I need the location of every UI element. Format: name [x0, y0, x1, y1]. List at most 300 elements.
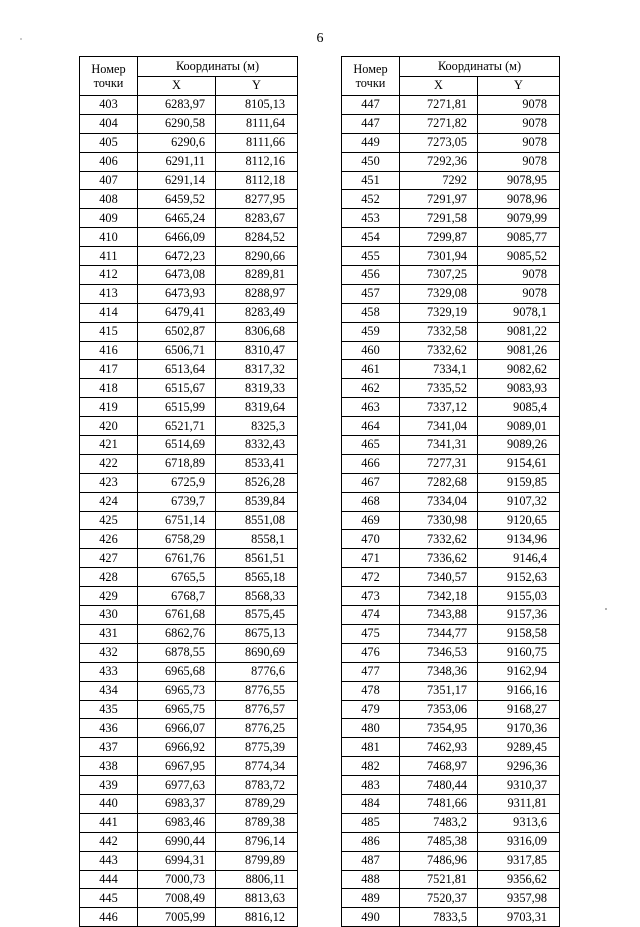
table-row: [342, 530, 560, 549]
point-number-cell: 421: [80, 436, 138, 455]
table-row: [80, 511, 298, 530]
page-number: 6: [316, 31, 324, 46]
point-number-cell: 443: [80, 851, 138, 870]
table-row: [80, 681, 298, 700]
x-coordinate-cell: 6862,76: [138, 624, 216, 643]
table-row: [342, 171, 560, 190]
y-coordinate-cell: 9157,36: [478, 606, 560, 625]
point-number-cell: 465: [342, 436, 400, 455]
y-coordinate-cell: 9079,99: [478, 209, 560, 228]
table-row: [342, 511, 560, 530]
point-number-cell: 483: [342, 776, 400, 795]
point-number-cell: 425: [80, 511, 138, 530]
table-row: [80, 114, 298, 133]
table-row: [342, 284, 560, 303]
table-row: [80, 360, 298, 379]
table-row: [342, 398, 560, 417]
point-number-cell: 456: [342, 266, 400, 285]
point-number-cell: 453: [342, 209, 400, 228]
y-coordinate-cell: 9166,16: [478, 681, 560, 700]
x-coordinate-cell: 7332,58: [400, 322, 478, 341]
table-row: [342, 96, 560, 115]
x-coordinate-cell: 7292,36: [400, 152, 478, 171]
point-number-cell: 454: [342, 228, 400, 247]
x-coordinate-cell: 6291,14: [138, 171, 216, 190]
point-number-cell: 435: [80, 700, 138, 719]
x-coordinate-cell: 6502,87: [138, 322, 216, 341]
x-coordinate-cell: 6965,68: [138, 662, 216, 681]
y-coordinate-cell: 9078: [478, 96, 560, 115]
point-number-cell: 477: [342, 662, 400, 681]
point-number-cell: 434: [80, 681, 138, 700]
x-coordinate-cell: 6473,08: [138, 266, 216, 285]
y-coordinate-cell: 8533,41: [216, 454, 298, 473]
x-coordinate-cell: 7343,88: [400, 606, 478, 625]
table-row: [80, 398, 298, 417]
y-coordinate-cell: 8775,39: [216, 738, 298, 757]
x-coordinate-cell: 6515,67: [138, 379, 216, 398]
point-number-cell: 460: [342, 341, 400, 360]
y-coordinate-cell: 9083,93: [478, 379, 560, 398]
point-number-header-line2: точки: [355, 76, 386, 90]
x-coordinate-cell: 6983,37: [138, 794, 216, 813]
point-number-cell: 423: [80, 473, 138, 492]
y-coordinate-cell: 9154,61: [478, 454, 560, 473]
table-row: [80, 417, 298, 436]
y-coordinate-cell: 8690,69: [216, 643, 298, 662]
table-row: [342, 700, 560, 719]
x-coordinate-cell: 7334,1: [400, 360, 478, 379]
x-coordinate-cell: 7462,93: [400, 738, 478, 757]
y-coordinate-cell: 9081,26: [478, 341, 560, 360]
table-row: [342, 190, 560, 209]
x-coordinate-cell: 7521,81: [400, 870, 478, 889]
y-coordinate-cell: 8558,1: [216, 530, 298, 549]
y-coordinate-cell: 9310,37: [478, 776, 560, 795]
point-number-cell: 450: [342, 152, 400, 171]
x-coordinate-cell: 7291,58: [400, 209, 478, 228]
point-number-cell: 411: [80, 247, 138, 266]
y-coordinate-cell: 8561,51: [216, 549, 298, 568]
table-row: [342, 417, 560, 436]
point-number-cell: 462: [342, 379, 400, 398]
y-coordinate-cell: 9159,85: [478, 473, 560, 492]
y-coordinate-cell: 9078,95: [478, 171, 560, 190]
y-coordinate-cell: 9289,45: [478, 738, 560, 757]
x-coordinate-cell: 6459,52: [138, 190, 216, 209]
point-number-cell: 412: [80, 266, 138, 285]
y-coordinate-cell: 9313,6: [478, 813, 560, 832]
y-coordinate-cell: 8575,45: [216, 606, 298, 625]
point-number-cell: 449: [342, 133, 400, 152]
table-row: [342, 492, 560, 511]
table-row: [80, 870, 298, 889]
point-number-cell: 407: [80, 171, 138, 190]
table-row: [342, 738, 560, 757]
x-coordinate-cell: 6761,76: [138, 549, 216, 568]
x-coordinate-cell: 7334,04: [400, 492, 478, 511]
y-coordinate-cell: 8776,57: [216, 700, 298, 719]
table-row: [342, 360, 560, 379]
x-coordinate-cell: 6994,31: [138, 851, 216, 870]
table-row: [342, 152, 560, 171]
y-coordinate-cell: 8789,38: [216, 813, 298, 832]
x-coordinate-cell: 6983,46: [138, 813, 216, 832]
table-row: [342, 247, 560, 266]
x-column-header: X: [138, 76, 216, 96]
table-row: [80, 492, 298, 511]
point-number-cell: 466: [342, 454, 400, 473]
x-coordinate-cell: 6290,58: [138, 114, 216, 133]
point-number-cell: 426: [80, 530, 138, 549]
y-coordinate-cell: 9089,26: [478, 436, 560, 455]
y-coordinate-cell: 9357,98: [478, 889, 560, 908]
x-coordinate-cell: 6515,99: [138, 398, 216, 417]
point-number-cell: 461: [342, 360, 400, 379]
point-number-cell: 440: [80, 794, 138, 813]
y-coordinate-cell: 9316,09: [478, 832, 560, 851]
x-coordinate-cell: 7335,52: [400, 379, 478, 398]
point-number-cell: 484: [342, 794, 400, 813]
table-row: [342, 851, 560, 870]
x-coordinate-cell: 7340,57: [400, 568, 478, 587]
y-coordinate-cell: 8806,11: [216, 870, 298, 889]
point-number-cell: 464: [342, 417, 400, 436]
y-coordinate-cell: 8799,89: [216, 851, 298, 870]
x-coordinate-cell: 6967,95: [138, 757, 216, 776]
point-number-cell: 452: [342, 190, 400, 209]
y-coordinate-cell: 9317,85: [478, 851, 560, 870]
point-number-cell: 441: [80, 813, 138, 832]
point-number-header-line1: Номер: [91, 62, 126, 76]
table-row: [80, 700, 298, 719]
y-coordinate-cell: 8111,66: [216, 133, 298, 152]
table-row: [342, 568, 560, 587]
point-number-cell: 430: [80, 606, 138, 625]
x-coordinate-cell: 7336,62: [400, 549, 478, 568]
x-coordinate-cell: 7353,06: [400, 700, 478, 719]
table-row: [80, 247, 298, 266]
y-coordinate-cell: 9703,31: [478, 908, 560, 927]
y-coordinate-cell: 9155,03: [478, 587, 560, 606]
y-coordinate-cell: 9168,27: [478, 700, 560, 719]
x-coordinate-cell: 7341,04: [400, 417, 478, 436]
table-row: [80, 738, 298, 757]
point-number-cell: 404: [80, 114, 138, 133]
x-coordinate-cell: 7348,36: [400, 662, 478, 681]
point-number-cell: 470: [342, 530, 400, 549]
x-coordinate-cell: 7008,49: [138, 889, 216, 908]
table-row: [80, 341, 298, 360]
y-coordinate-cell: 9296,36: [478, 757, 560, 776]
x-coordinate-cell: 7271,81: [400, 96, 478, 115]
point-number-cell: 480: [342, 719, 400, 738]
table-row: [80, 813, 298, 832]
x-coordinate-cell: 7000,73: [138, 870, 216, 889]
x-coordinate-cell: 6761,68: [138, 606, 216, 625]
table-row: [342, 209, 560, 228]
table-row: [80, 851, 298, 870]
table-row: [80, 908, 298, 927]
table-row: [80, 284, 298, 303]
y-column-header: Y: [478, 76, 560, 96]
table-row: [80, 379, 298, 398]
x-coordinate-cell: 6513,64: [138, 360, 216, 379]
point-number-header-line2: точки: [93, 76, 124, 90]
y-coordinate-cell: 8774,34: [216, 757, 298, 776]
point-number-cell: 490: [342, 908, 400, 927]
x-coordinate-cell: 6758,29: [138, 530, 216, 549]
y-coordinate-cell: 9134,96: [478, 530, 560, 549]
point-number-cell: 431: [80, 624, 138, 643]
point-number-header: [342, 57, 400, 96]
table-row: [342, 587, 560, 606]
table-row: [342, 624, 560, 643]
y-coordinate-cell: 9078,96: [478, 190, 560, 209]
y-coordinate-cell: 8565,18: [216, 568, 298, 587]
y-coordinate-cell: 9085,4: [478, 398, 560, 417]
x-coordinate-cell: 6521,71: [138, 417, 216, 436]
table-row: [80, 152, 298, 171]
y-coordinate-cell: 8306,68: [216, 322, 298, 341]
y-coordinate-cell: 9082,62: [478, 360, 560, 379]
x-coordinate-cell: 7480,44: [400, 776, 478, 795]
point-number-cell: 457: [342, 284, 400, 303]
x-coordinate-cell: 6472,23: [138, 247, 216, 266]
x-column-header: X: [400, 76, 478, 96]
point-number-header-line1: Номер: [353, 62, 388, 76]
x-coordinate-cell: 6465,24: [138, 209, 216, 228]
x-coordinate-cell: 6506,71: [138, 341, 216, 360]
table-row: [80, 303, 298, 322]
point-number-cell: 422: [80, 454, 138, 473]
point-number-cell: 455: [342, 247, 400, 266]
y-coordinate-cell: 8568,33: [216, 587, 298, 606]
x-coordinate-cell: 7351,17: [400, 681, 478, 700]
table-row: [342, 114, 560, 133]
point-number-cell: 428: [80, 568, 138, 587]
x-coordinate-cell: 7486,96: [400, 851, 478, 870]
x-coordinate-cell: 6739,7: [138, 492, 216, 511]
point-number-cell: 478: [342, 681, 400, 700]
table-row: [342, 322, 560, 341]
x-coordinate-cell: 6878,55: [138, 643, 216, 662]
y-coordinate-cell: 8277,95: [216, 190, 298, 209]
y-coordinate-cell: 8284,52: [216, 228, 298, 247]
y-coordinate-cell: 8789,29: [216, 794, 298, 813]
table-row: [342, 549, 560, 568]
y-coordinate-cell: 9162,94: [478, 662, 560, 681]
x-coordinate-cell: 7520,37: [400, 889, 478, 908]
x-coordinate-cell: 6751,14: [138, 511, 216, 530]
x-coordinate-cell: 6718,89: [138, 454, 216, 473]
point-number-cell: 408: [80, 190, 138, 209]
table-row: [80, 171, 298, 190]
y-coordinate-cell: 8290,66: [216, 247, 298, 266]
point-number-cell: 442: [80, 832, 138, 851]
point-number-cell: 446: [80, 908, 138, 927]
x-coordinate-cell: 7271,82: [400, 114, 478, 133]
y-coordinate-cell: 9078: [478, 266, 560, 285]
y-coordinate-cell: 8112,18: [216, 171, 298, 190]
table-row: [342, 341, 560, 360]
x-coordinate-cell: 7307,25: [400, 266, 478, 285]
x-coordinate-cell: 7346,53: [400, 643, 478, 662]
table-row: [342, 757, 560, 776]
x-coordinate-cell: 6768,7: [138, 587, 216, 606]
y-coordinate-cell: 9078: [478, 284, 560, 303]
x-coordinate-cell: 6966,07: [138, 719, 216, 738]
point-number-cell: 416: [80, 341, 138, 360]
x-coordinate-cell: 7341,31: [400, 436, 478, 455]
table-row: [342, 794, 560, 813]
point-number-cell: 473: [342, 587, 400, 606]
point-number-cell: 433: [80, 662, 138, 681]
table-row: [80, 624, 298, 643]
x-coordinate-cell: 6765,5: [138, 568, 216, 587]
x-coordinate-cell: 7330,98: [400, 511, 478, 530]
x-coordinate-cell: 7329,08: [400, 284, 478, 303]
y-coordinate-cell: 9356,62: [478, 870, 560, 889]
table-row: [342, 228, 560, 247]
x-coordinate-cell: 6977,63: [138, 776, 216, 795]
point-number-cell: 463: [342, 398, 400, 417]
point-number-cell: 432: [80, 643, 138, 662]
point-number-cell: 476: [342, 643, 400, 662]
point-number-cell: 405: [80, 133, 138, 152]
x-coordinate-cell: 7329,19: [400, 303, 478, 322]
y-coordinate-cell: 9152,63: [478, 568, 560, 587]
y-coordinate-cell: 9085,52: [478, 247, 560, 266]
point-number-cell: 429: [80, 587, 138, 606]
point-number-cell: 469: [342, 511, 400, 530]
x-coordinate-cell: 7273,05: [400, 133, 478, 152]
y-coordinate-cell: 8783,72: [216, 776, 298, 795]
x-coordinate-cell: 7342,18: [400, 587, 478, 606]
x-coordinate-cell: 6965,73: [138, 681, 216, 700]
table-row: [80, 549, 298, 568]
point-number-cell: 458: [342, 303, 400, 322]
y-coordinate-cell: 8551,08: [216, 511, 298, 530]
coordinates-table-right: [341, 56, 560, 927]
point-number-cell: 474: [342, 606, 400, 625]
y-coordinate-cell: 9078: [478, 133, 560, 152]
x-coordinate-cell: 7292: [400, 171, 478, 190]
point-number-cell: 436: [80, 719, 138, 738]
y-coordinate-cell: 8112,16: [216, 152, 298, 171]
y-coordinate-cell: 8310,47: [216, 341, 298, 360]
y-coordinate-cell: 8816,12: [216, 908, 298, 927]
table-row: [342, 681, 560, 700]
y-coordinate-cell: 8796,14: [216, 832, 298, 851]
point-number-header: [80, 57, 138, 96]
table-row: [80, 643, 298, 662]
table-row: [80, 133, 298, 152]
table-row: [80, 190, 298, 209]
y-coordinate-cell: 9158,58: [478, 624, 560, 643]
coordinates-header: Координаты (м): [138, 57, 298, 77]
table-row: [80, 794, 298, 813]
table-row: [342, 473, 560, 492]
table-row: [342, 776, 560, 795]
table-row: [80, 719, 298, 738]
table-row: [80, 776, 298, 795]
x-coordinate-cell: 7301,94: [400, 247, 478, 266]
y-coordinate-cell: 8317,32: [216, 360, 298, 379]
y-coordinate-cell: 8289,81: [216, 266, 298, 285]
x-coordinate-cell: 7332,62: [400, 530, 478, 549]
point-number-cell: 485: [342, 813, 400, 832]
x-coordinate-cell: 7483,2: [400, 813, 478, 832]
table-row: [80, 832, 298, 851]
x-coordinate-cell: 7833,5: [400, 908, 478, 927]
point-number-cell: 479: [342, 700, 400, 719]
coordinates-table-left: [79, 56, 298, 927]
y-coordinate-cell: 9120,65: [478, 511, 560, 530]
table-row: [342, 303, 560, 322]
x-coordinate-cell: 6473,93: [138, 284, 216, 303]
point-number-cell: 447: [342, 114, 400, 133]
y-coordinate-cell: 8111,64: [216, 114, 298, 133]
y-coordinate-cell: 8319,64: [216, 398, 298, 417]
x-coordinate-cell: 6966,92: [138, 738, 216, 757]
x-coordinate-cell: 7005,99: [138, 908, 216, 927]
y-coordinate-cell: 9170,36: [478, 719, 560, 738]
table-row: [342, 379, 560, 398]
point-number-cell: 414: [80, 303, 138, 322]
x-coordinate-cell: 6283,97: [138, 96, 216, 115]
x-coordinate-cell: 7354,95: [400, 719, 478, 738]
x-coordinate-cell: 6479,41: [138, 303, 216, 322]
y-coordinate-cell: 8776,55: [216, 681, 298, 700]
table-row: [80, 322, 298, 341]
table-row: [80, 606, 298, 625]
x-coordinate-cell: 7344,77: [400, 624, 478, 643]
point-number-cell: 403: [80, 96, 138, 115]
point-number-cell: 439: [80, 776, 138, 795]
point-number-cell: 413: [80, 284, 138, 303]
y-coordinate-cell: 9078: [478, 114, 560, 133]
point-number-cell: 468: [342, 492, 400, 511]
point-number-cell: 438: [80, 757, 138, 776]
y-coordinate-cell: 8539,84: [216, 492, 298, 511]
table-row: [80, 757, 298, 776]
y-coordinate-cell: 8325,3: [216, 417, 298, 436]
y-coordinate-cell: 8105,13: [216, 96, 298, 115]
point-number-cell: 471: [342, 549, 400, 568]
y-coordinate-cell: 8283,67: [216, 209, 298, 228]
table-row: [342, 133, 560, 152]
point-number-cell: 419: [80, 398, 138, 417]
table-row: [342, 813, 560, 832]
table-row: [80, 454, 298, 473]
x-coordinate-cell: 7277,31: [400, 454, 478, 473]
coordinates-header: Координаты (м): [400, 57, 560, 77]
point-number-cell: 424: [80, 492, 138, 511]
scan-speck: [605, 608, 607, 610]
table-row: [342, 266, 560, 285]
x-coordinate-cell: 7337,12: [400, 398, 478, 417]
table-row: [342, 454, 560, 473]
table-row: [80, 568, 298, 587]
point-number-cell: 486: [342, 832, 400, 851]
x-coordinate-cell: 6990,44: [138, 832, 216, 851]
y-coordinate-cell: 8675,13: [216, 624, 298, 643]
table-row: [80, 436, 298, 455]
y-coordinate-cell: 9146,4: [478, 549, 560, 568]
point-number-cell: 472: [342, 568, 400, 587]
x-coordinate-cell: 7485,38: [400, 832, 478, 851]
